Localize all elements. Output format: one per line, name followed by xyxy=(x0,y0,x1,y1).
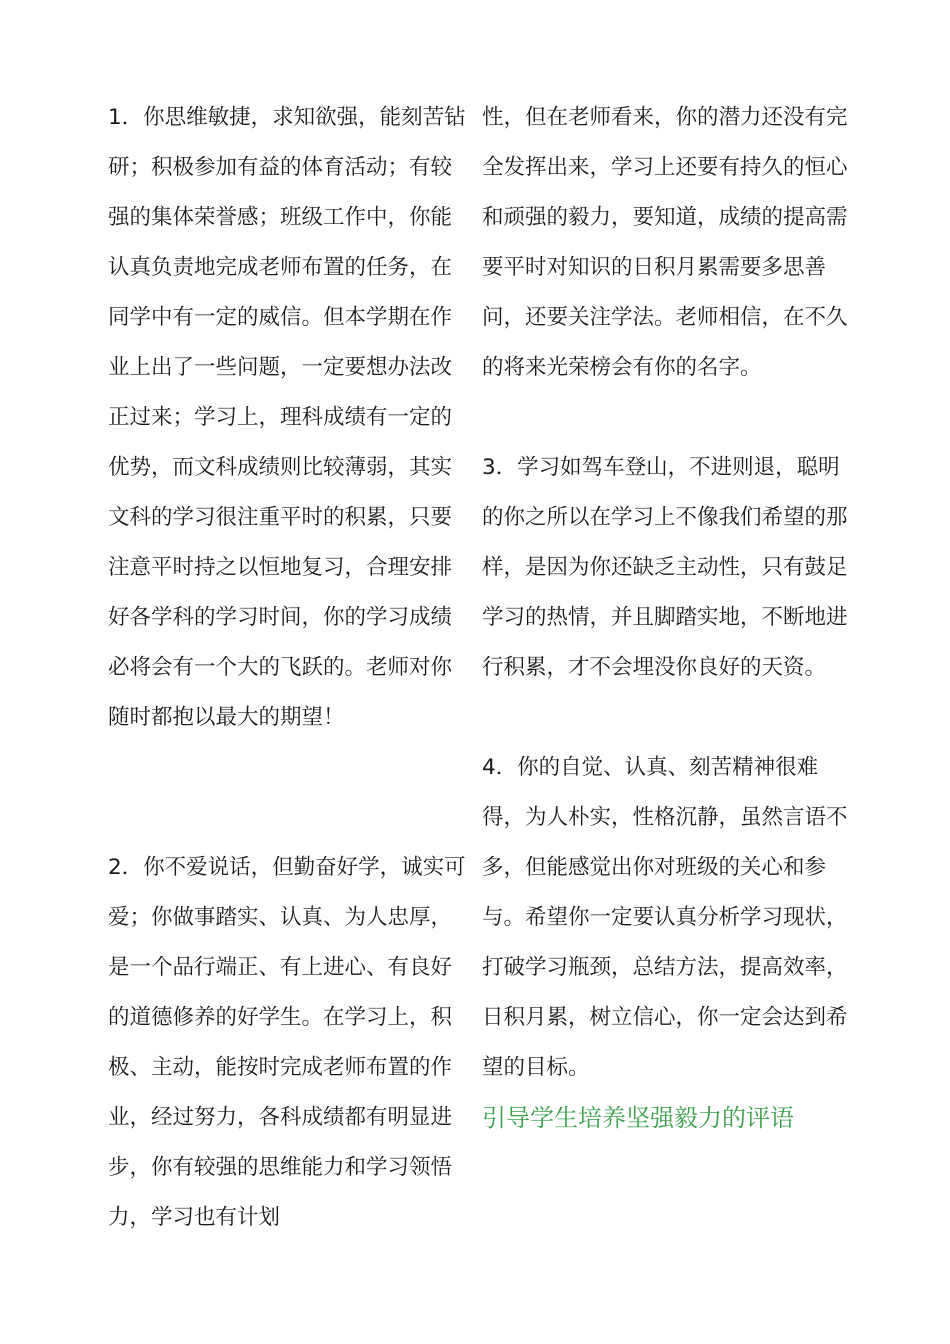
left-column xyxy=(108,93,470,1243)
comment-1: 1．你思维敏捷，求知欲强，能刻苦钻研；积极参加有益的体育活动；有较强的集体荣誉感；班级工作中，你能认真负责地完成老师布置的任务，在同学中有一定的威信。但本学期在作业上出了一些问题，一定要想办法改正过来；学习上，理科成绩有一定的优势，而文科成绩则比较薄弱，其实文科的学习很注重平时的积累，只要注意平时持之以恒地复习，合理安排好各学科的学习时间，你的学习成绩必将会有一个大的飞跃的。老师对你随时都抱以最大的期望！ xyxy=(108,105,466,730)
right-column xyxy=(482,93,852,1143)
comment-2-continued: 性，但在老师看来，你的潜力还没有完全发挥出来，学习上还要有持久的恒心和顽强的毅力，要知道，成绩的提高需要平时对知识的日积月累需要多思善问，还要关注学法。老师相信，在不久的将来光荣榜会有你的名字。 xyxy=(482,105,848,380)
paragraph-gap xyxy=(108,743,470,843)
comment-3: 3．学习如驾车登山，不进则退，聪明的你之所以在学习上不像我们希望的那样，是因为你还缺乏主动性，只有鼓足学习的热情，并且脚踏实地，不断地进行积累，才不会埋没你良好的天资。 xyxy=(482,455,848,680)
paragraph-gap xyxy=(482,693,852,743)
comment-4: 4．你的自觉、认真、刻苦精神很难得，为人朴实，性格沉静，虽然言语不多，但能感觉出你对班级的关心和参与。希望你一定要认真分析学习现状，打破学习瓶颈，总结方法，提高效率，日积月累，树立信心，你一定会达到希望的目标。 xyxy=(482,755,848,1080)
paragraph-gap xyxy=(482,393,852,443)
comment-2: 2．你不爱说话，但勤奋好学，诚实可爱；你做事踏实、认真、为人忠厚，是一个品行端正、有上进心、有良好的道德修养的好学生。在学习上，积极、主动，能按时完成老师布置的作业，经过努力，各科成绩都有明显进步，你有较强的思维能力和学习领悟力，学习也有计划 xyxy=(108,855,466,1230)
section-title: 引导学生培养坚强毅力的评语 xyxy=(482,1104,794,1132)
